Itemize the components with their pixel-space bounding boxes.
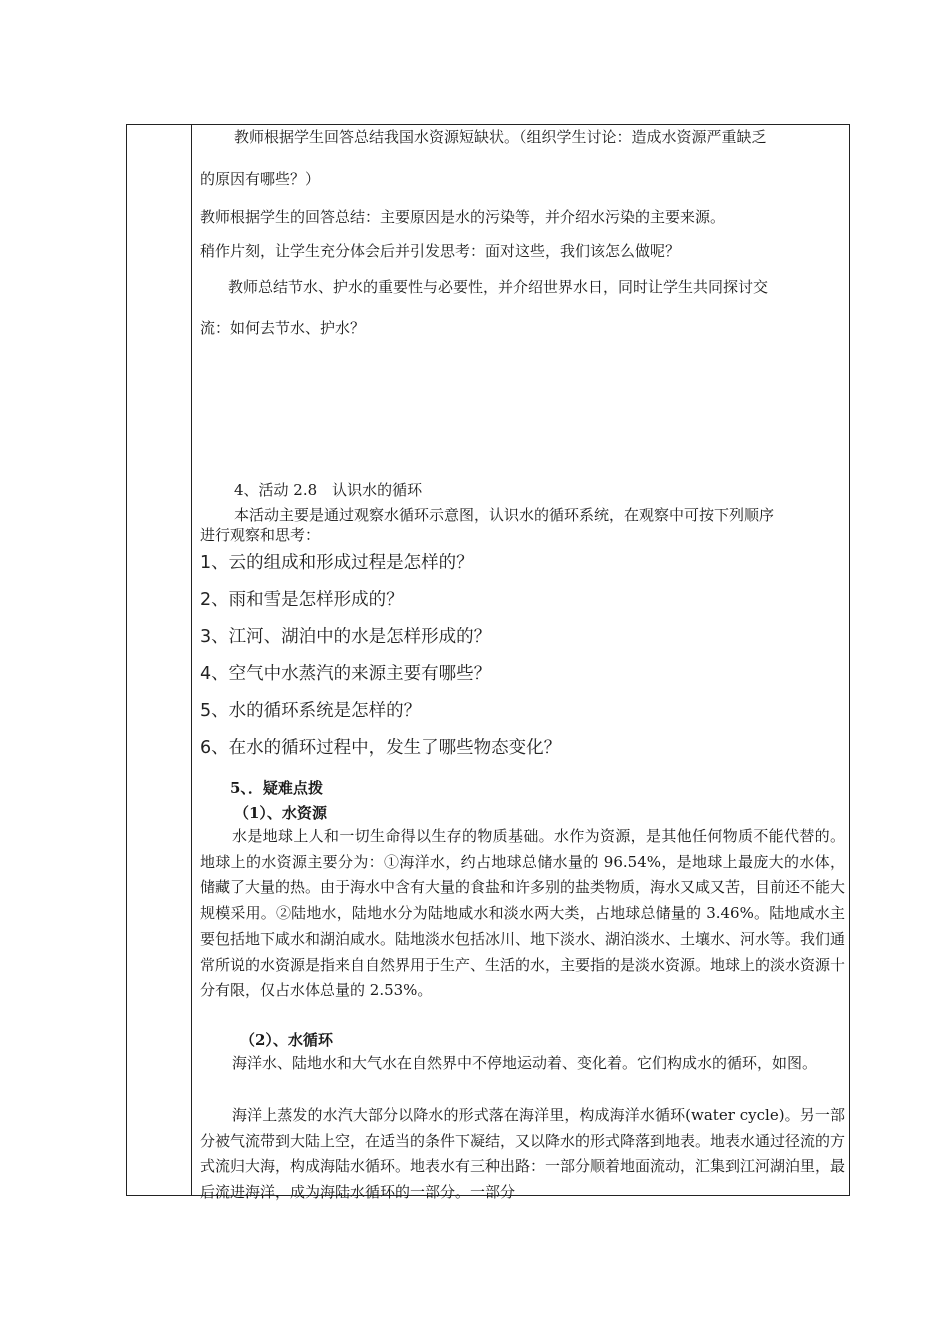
paragraph: 海洋上蒸发的水汽大部分以降水的形式落在海洋里，构成海洋水循环(water cycle)。另一部分被气流带到大陆上空，在适当的条件下凝结，又以降水的形式降落到地表。地表水通过径流的方式流归大海，构成海陆水循环。地表水有三种出路：一部分顺着地面流动，汇集到江河湖泊里，最后流进海洋，成为海陆水循环的一部分。一部分: [200, 1106, 846, 1202]
paragraph: 的原因有哪些？）: [200, 170, 321, 188]
section-heading: 5、．疑难点拨: [230, 779, 323, 797]
subsection-heading: （2）、水循环: [240, 1031, 333, 1049]
table-left-column: [127, 125, 192, 1195]
paragraph: 教师根据学生的回答总结：主要原因是水的污染等，并介绍水污染的主要来源。: [200, 208, 726, 226]
paragraph: 教师根据学生回答总结我国水资源短缺状。（组织学生讨论：造成水资源严重缺乏: [234, 128, 767, 146]
paragraph: 教师总结节水、护水的重要性与必要性，并介绍世界水日，同时让学生共同探讨交: [228, 278, 769, 296]
question-item: 4、空气中水蒸汽的来源主要有哪些？: [200, 664, 492, 684]
activity-intro: 本活动主要是通过观察水循环示意图，认识水的循环系统，在观察中可按下列顺序: [234, 506, 775, 524]
activity-heading: 4、活动 2.8 认识水的循环: [234, 481, 423, 499]
question-item: 1、云的组成和形成过程是怎样的？: [200, 553, 474, 573]
question-item: 6、在水的循环过程中，发生了哪些物态变化？: [200, 738, 562, 758]
question-item: 2、雨和雪是怎样形成的？: [200, 590, 404, 610]
question-item: 3、江河、湖泊中的水是怎样形成的？: [200, 627, 492, 647]
question-item: 5、水的循环系统是怎样的？: [200, 701, 422, 721]
paragraph: 稍作片刻，让学生充分体会后并引发思考：面对这些，我们该怎么做呢？: [200, 242, 681, 260]
paragraph: 水是地球上人和一切生命得以生存的物质基础。水作为资源，是其他任何物质不能代替的。地球上的水资源主要分为：①海洋水，约占地球总储水量的 96.54%，是地球上最庞大的水体，储藏了大量的热。由于海水中含有大量的食盐和许多别的盐类物质，海水又咸又苦，目前还不能大规模采用。②陆地水，陆地水分为陆地咸水和淡水两大类，占地球总储量的 3.46%。陆地咸水主要包括地下咸水和湖泊咸水。陆地淡水包括冰川、地下淡水、湖泊淡水、土壤水、河水等。我们通常所说的水资源是指来自自然界用于生产、生活的水，主要指的是淡水资源。地球上的淡水资源十分有限，仅占水体总量的 2.53%。: [200, 827, 846, 1000]
subsection-heading: （1）、水资源: [234, 804, 327, 822]
activity-intro: 进行观察和思考：: [200, 526, 321, 544]
paragraph: 海洋水、陆地水和大气水在自然界中不停地运动着、变化着。它们构成水的循环，如图。: [232, 1054, 818, 1072]
paragraph: 流：如何去节水、护水？: [200, 319, 366, 337]
